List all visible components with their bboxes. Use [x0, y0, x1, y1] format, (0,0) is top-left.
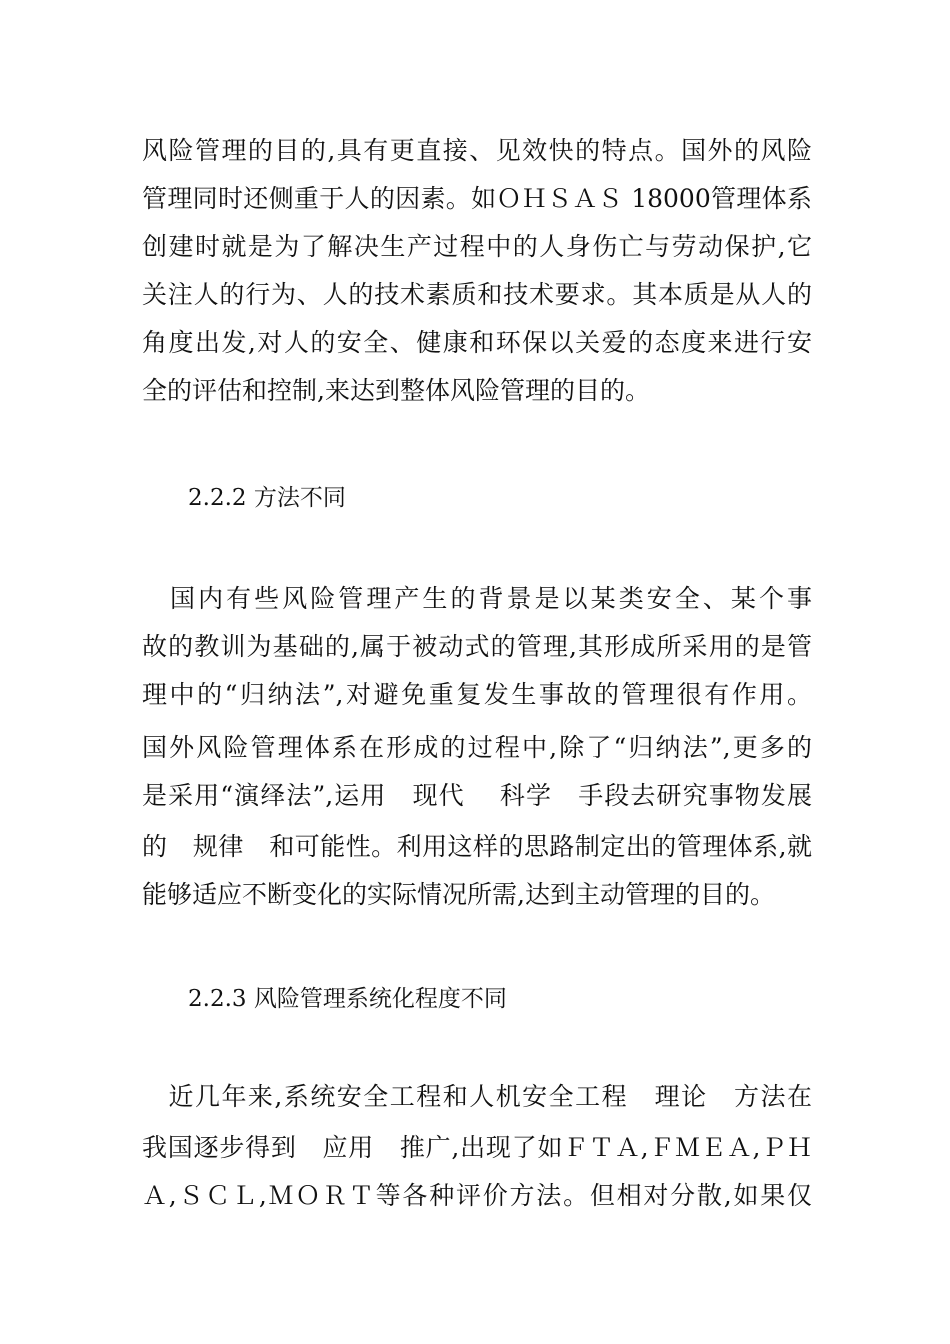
paragraph-2-line-1: 国内有些风险管理产生的背景是以某类安全、某个事: [142, 584, 812, 613]
paragraph-1-line-3: 创建时就是为了解决生产过程中的人身伤亡与劳动保护,它: [142, 232, 812, 261]
section-heading-2-2-3: 2.2.3 风险管理系统化程度不同: [188, 986, 507, 1012]
paragraph-1-line-5: 角度出发,对人的安全、健康和环保以关爱的态度来进行安: [142, 328, 812, 357]
paragraph-1-line-2: 管理同时还侧重于人的因素。如ＯＨＳＡＳ 18000管理体系: [142, 184, 812, 213]
paragraph-2-line-3: 理中的“归纳法”,对避免重复发生事故的管理很有作用。: [142, 680, 812, 709]
paragraph-3-line-3: Ａ,ＳＣＬ,ＭＯＲＴ等各种评价方法。但相对分散,如果仅: [142, 1181, 812, 1210]
paragraph-2-line-2: 故的教训为基础的,属于被动式的管理,其形成所采用的是管: [142, 632, 812, 661]
paragraph-2-line-5: 是采用“演绎法”,运用 现代 科学 手段去研究事物发展: [142, 781, 812, 810]
paragraph-3-line-1: 近几年来,系统安全工程和人机安全工程 理论 方法在: [142, 1082, 812, 1111]
paragraph-2-line-7: 能够适应不断变化的实际情况所需,达到主动管理的目的。: [142, 880, 775, 909]
paragraph-2-line-4: 国外风险管理体系在形成的过程中,除了“归纳法”,更多的: [142, 733, 812, 762]
paragraph-1-line-1: 风险管理的目的,具有更直接、见效快的特点。国外的风险: [142, 136, 812, 165]
paragraph-1-line-6: 全的评估和控制,来达到整体风险管理的目的。: [142, 376, 650, 405]
paragraph-2-line-6: 的 规律 和可能性。利用这样的思路制定出的管理体系,就: [142, 832, 812, 861]
paragraph-1-line-4: 关注人的行为、人的技术素质和技术要求。其本质是从人的: [142, 280, 812, 309]
section-heading-2-2-2: 2.2.2 方法不同: [188, 485, 346, 511]
paragraph-3-line-2: 我国逐步得到 应用 推广,出现了如ＦＴＡ,ＦＭＥＡ,ＰＨ: [142, 1133, 812, 1162]
